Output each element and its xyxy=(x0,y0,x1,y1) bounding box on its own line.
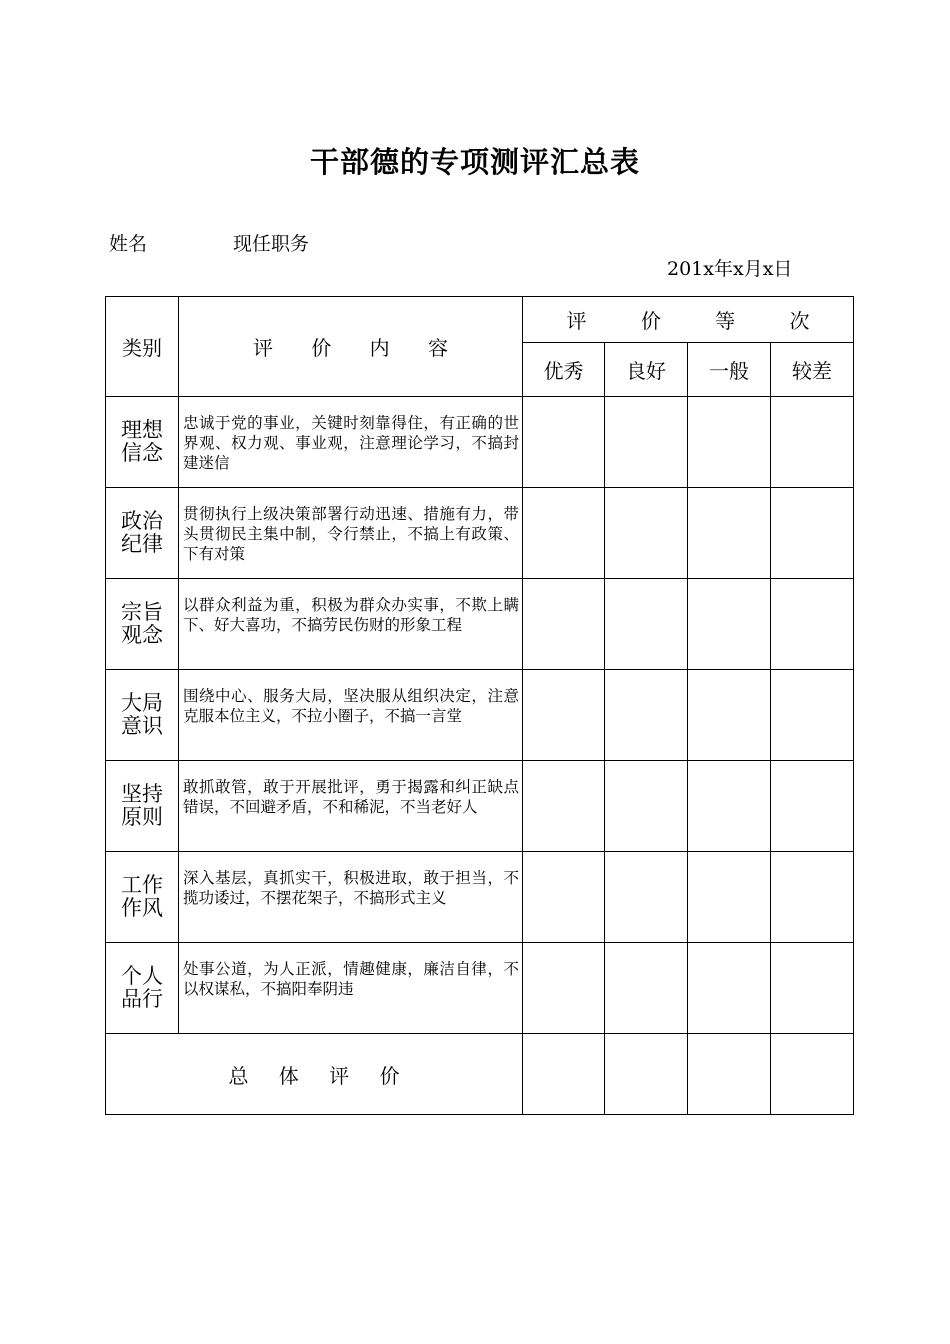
rating-cell-excellent[interactable] xyxy=(523,761,605,852)
rating-cell-poor[interactable] xyxy=(771,943,854,1034)
rating-cell-excellent[interactable] xyxy=(523,943,605,1034)
rating-cell-poor[interactable] xyxy=(771,670,854,761)
overall-cell-good[interactable] xyxy=(605,1034,688,1115)
table-row xyxy=(106,852,854,943)
category-cell: 宗旨 观念 xyxy=(106,579,179,670)
table-row xyxy=(106,670,854,761)
evaluation-table xyxy=(105,296,854,1115)
rating-cell-good[interactable] xyxy=(605,943,688,1034)
category-cell: 工作 作风 xyxy=(106,852,179,943)
rating-cell-good[interactable] xyxy=(605,579,688,670)
rating-cell-excellent[interactable] xyxy=(523,670,605,761)
category-cell: 政治 纪律 xyxy=(106,488,179,579)
content-cell: 以群众利益为重，积极为群众办实事，不欺上瞒下、好大喜功，不搞劳民伤财的形象工程 xyxy=(179,579,523,670)
name-label: 姓名 xyxy=(109,233,148,255)
table-row xyxy=(106,761,854,852)
rating-cell-average[interactable] xyxy=(688,852,771,943)
rating-cell-good[interactable] xyxy=(605,397,688,488)
content-cell: 处事公道，为人正派，情趣健康，廉洁自律，不以权谋私，不搞阳奉阴违 xyxy=(179,943,523,1034)
table-row xyxy=(106,397,854,488)
overall-row xyxy=(106,1034,854,1115)
rating-cell-average[interactable] xyxy=(688,943,771,1034)
rating-cell-poor[interactable] xyxy=(771,488,854,579)
header-rating-average: 一般 xyxy=(688,343,771,397)
rating-cell-excellent[interactable] xyxy=(523,488,605,579)
overall-cell-average[interactable] xyxy=(688,1034,771,1115)
content-cell: 深入基层，真抓实干，积极进取，敢于担当，不揽功诿过，不摆花架子，不搞形式主义 xyxy=(179,852,523,943)
rating-cell-excellent[interactable] xyxy=(523,852,605,943)
header-category: 类别 xyxy=(106,297,179,397)
header-content: 评 价 内 容 xyxy=(179,297,523,397)
rating-cell-poor[interactable] xyxy=(771,852,854,943)
content-cell: 忠诚于党的事业，关键时刻靠得住，有正确的世界观、权力观、事业观，注意理论学习，不搞封建迷信 xyxy=(179,397,523,488)
header-rating-good: 良好 xyxy=(605,343,688,397)
content-cell: 敢抓敢管，敢于开展批评，勇于揭露和纠正缺点错误，不回避矛盾，不和稀泥，不当老好人 xyxy=(179,761,523,852)
rating-cell-average[interactable] xyxy=(688,488,771,579)
rating-cell-poor[interactable] xyxy=(771,761,854,852)
table-row xyxy=(106,579,854,670)
rating-cell-good[interactable] xyxy=(605,670,688,761)
overall-cell-excellent[interactable] xyxy=(523,1034,605,1115)
rating-cell-average[interactable] xyxy=(688,670,771,761)
rating-cell-average[interactable] xyxy=(688,397,771,488)
content-cell: 围绕中心、服务大局，坚决服从组织决定，注意克服本位主义，不拉小圈子，不搞一言堂 xyxy=(179,670,523,761)
header-rating-poor: 较差 xyxy=(771,343,854,397)
overall-label: 总 体 评 价 xyxy=(106,1034,523,1115)
rating-cell-good[interactable] xyxy=(605,488,688,579)
rating-cell-good[interactable] xyxy=(605,852,688,943)
rating-cell-poor[interactable] xyxy=(771,579,854,670)
rating-cell-good[interactable] xyxy=(605,761,688,852)
date-label: 201x年x月x日 xyxy=(667,258,793,280)
rating-cell-poor[interactable] xyxy=(771,397,854,488)
rating-cell-average[interactable] xyxy=(688,579,771,670)
table-row xyxy=(106,943,854,1034)
table-row xyxy=(106,488,854,579)
position-label: 现任职务 xyxy=(233,233,310,255)
header-rating-excellent: 优秀 xyxy=(523,343,605,397)
category-cell: 坚持 原则 xyxy=(106,761,179,852)
category-cell: 个人 品行 xyxy=(106,943,179,1034)
rating-cell-excellent[interactable] xyxy=(523,397,605,488)
header-rating-group: 评 价 等 次 xyxy=(523,297,854,343)
rating-cell-excellent[interactable] xyxy=(523,579,605,670)
page-title: 干部德的专项测评汇总表 xyxy=(309,145,640,179)
overall-cell-poor[interactable] xyxy=(771,1034,854,1115)
category-cell: 大局 意识 xyxy=(106,670,179,761)
category-cell: 理想 信念 xyxy=(106,397,179,488)
content-cell: 贯彻执行上级决策部署行动迅速、措施有力，带头贯彻民主集中制，令行禁止，不搞上有政策、下有对策 xyxy=(179,488,523,579)
rating-cell-average[interactable] xyxy=(688,761,771,852)
